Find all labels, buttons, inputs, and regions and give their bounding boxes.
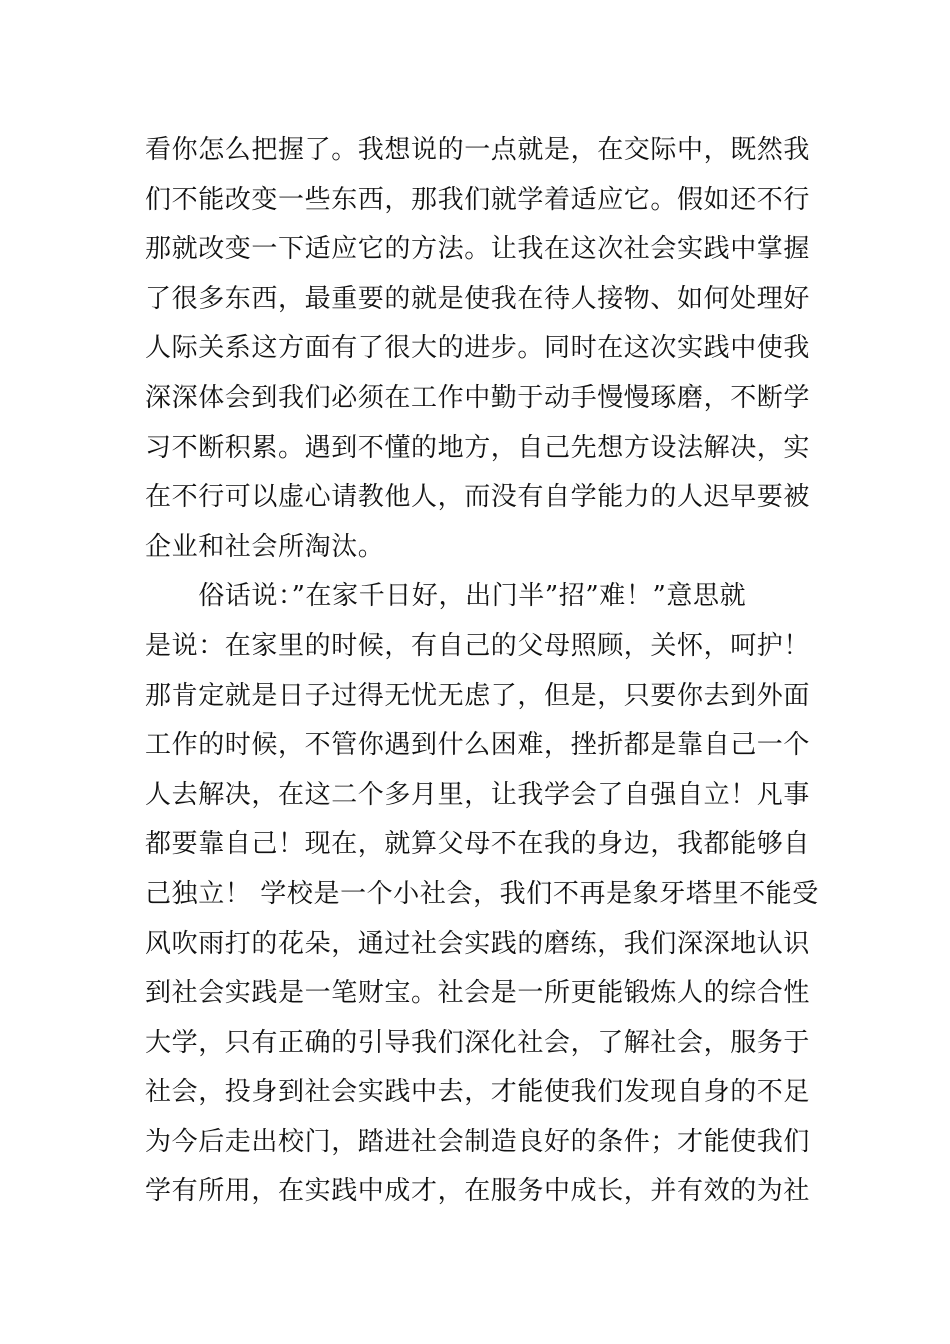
text-line-13: 工作的时候，不管你遇到什么困难，挫折都是靠自己一个 bbox=[145, 730, 811, 761]
text-line-11: 是说：在家里的时候，有自己的父母照顾，关怀，呵护！ bbox=[145, 630, 811, 661]
text-line-16: 己独立！ 学校是一个小社会，我们不再是象牙塔里不能受 bbox=[145, 878, 819, 909]
text-line-10: 俗话说：”在家千日好，出门半”招”难！”意思就 bbox=[145, 581, 747, 612]
text-line-22: 学有所用，在实践中成才，在服务中成长，并有效的为社 bbox=[145, 1176, 811, 1207]
text-line-18: 到社会实践是一笔财宝。社会是一所更能锻炼人的综合性 bbox=[145, 978, 811, 1009]
text-line-3: 那就改变一下适应它的方法。让我在这次社会实践中掌握 bbox=[145, 234, 811, 265]
text-line-17: 风吹雨打的花朵，通过社会实践的磨练，我们深深地认识 bbox=[145, 928, 811, 959]
text-line-4: 了很多东西，最重要的就是使我在待人接物、如何处理好 bbox=[145, 283, 811, 314]
text-line-9: 企业和社会所淘汰。 bbox=[145, 531, 385, 562]
text-line-15: 都要靠自己！现在，就算父母不在我的身边，我都能够自 bbox=[145, 829, 811, 860]
text-line-12: 那肯定就是日子过得无忧无虑了，但是，只要你去到外面 bbox=[145, 680, 811, 711]
text-line-21: 为今后走出校门，踏进社会制造良好的条件；才能使我们 bbox=[145, 1126, 811, 1157]
text-line-8: 在不行可以虚心请教他人，而没有自学能力的人迟早要被 bbox=[145, 482, 811, 513]
text-line-20: 社会，投身到社会实践中去，才能使我们发现自身的不足 bbox=[145, 1077, 811, 1108]
text-line-6: 深深体会到我们必须在工作中勤于动手慢慢琢磨，不断学 bbox=[145, 382, 811, 413]
text-line-2: 们不能改变一些东西，那我们就学着适应它。假如还不行 bbox=[145, 184, 811, 215]
text-line-19: 大学，只有正确的引导我们深化社会，了解社会，服务于 bbox=[145, 1027, 811, 1058]
text-line-5: 人际关系这方面有了很大的进步。同时在这次实践中使我 bbox=[145, 333, 811, 364]
text-line-7: 习不断积累。遇到不懂的地方，自己先想方设法解决，实 bbox=[145, 432, 811, 463]
text-line-14: 人去解决，在这二个多月里，让我学会了自强自立！凡事 bbox=[145, 779, 811, 810]
body-text bbox=[145, 126, 819, 1217]
text-line-1: 看你怎么把握了。我想说的一点就是，在交际中，既然我 bbox=[145, 135, 811, 165]
